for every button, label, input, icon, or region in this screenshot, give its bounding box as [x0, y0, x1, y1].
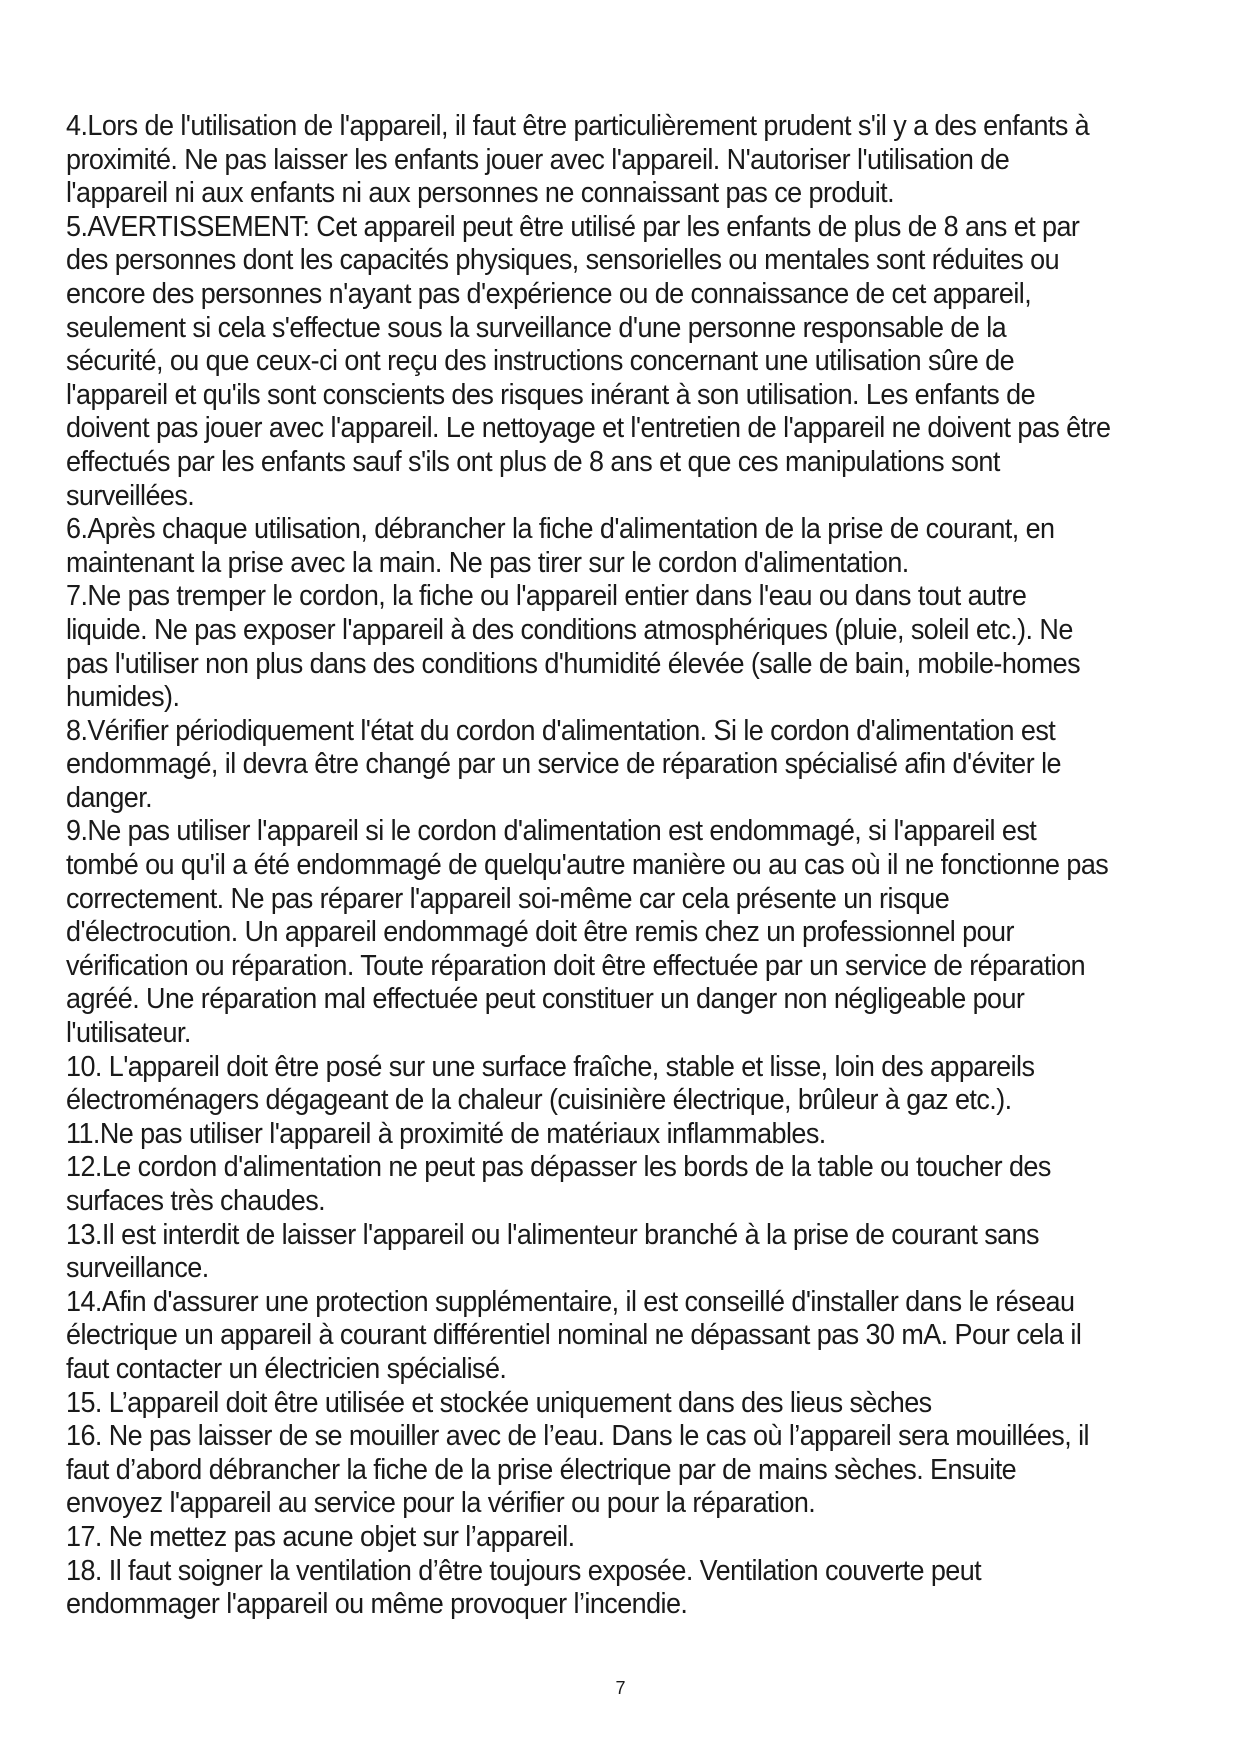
- instruction-item-8: 8.Vérifier périodiquement l'état du cordon d'alimentation. Si le cordon d'alimentation est endommagé, il devra être changé par un service de réparation spécialisé afin d'éviter le danger.: [66, 714, 1061, 814]
- instruction-item-18: 18. Il faut soigner la ventilation d’être toujours exposée. Ventilation couverte peut endommager l'appareil ou même provoquer l’incendie.: [66, 1554, 982, 1621]
- instruction-item-7: 7.Ne pas tremper le cordon, la fiche ou l'appareil entier dans l'eau ou dans tout autre liquide. Ne pas exposer l'appareil à des conditions atmosphériques (pluie, soleil etc.). Ne pas l'utiliser non plus dans des conditions d'humidité élevée (salle de bain, mobile-homes humides).: [66, 580, 1081, 714]
- instruction-item-16: 16. Ne pas laisser de se mouiller avec de l’eau. Dans le cas où l’appareil sera mouillées, il faut d’abord débrancher la fiche de la prise électrique par de mains sèches. Ensuite envoyez l'appareil au service pour la vérifier ou pour la réparation.: [66, 1420, 1089, 1520]
- instruction-item-5: 5.AVERTISSEMENT: Cet appareil peut être utilisé par les enfants de plus de 8 ans et par des personnes dont les capacités physiques, sensorielles ou mentales sont réduites ou encore des personnes n'ayant pas d'expérience ou de connaissance de cet appareil, seulement si cela s'effectue sous la surveillance d'une personne responsable de la sécurité, ou que ceux-ci ont reçu des instructions concernant une utilisation sûre de l'appareil et qu'ils sont conscients des risques inérant à son utilisation. Les enfants de doivent pas jouer avec l'appareil. Le nettoyage et l'entretien de l'appareil ne doivent pas être effectués par les enfants sauf s'ils ont plus de 8 ans et que ces manipulations sont surveillées.: [66, 210, 1111, 512]
- instruction-item-14: 14.Afin d'assurer une protection supplémentaire, il est conseillé d'installer dans le réseau électrique un appareil à courant différentiel nominal ne dépassant pas 30 mA. Pour cela il faut contacter un électricien spécialisé.: [66, 1285, 1082, 1385]
- instruction-item-9: 9.Ne pas utiliser l'appareil si le cordon d'alimentation est endommagé, si l'appareil est tombé ou qu'il a été endommagé de quelqu'autre manière ou au cas où il ne fonctionne pas correctement. Ne pas réparer l'appareil soi-même car cela présente un risque d'électrocution. Un appareil endommagé doit être remis chez un professionnel pour vérification ou réparation. Toute réparation doit être effectuée par un service de réparation agréé. Une réparation mal effectuée peut constituer un danger non négligeable pour l'utilisateur.: [66, 815, 1109, 1050]
- instruction-item-11: 11.Ne pas utiliser l'appareil à proximité de matériaux inflammables.: [66, 1117, 826, 1150]
- instruction-item-6: 6.Après chaque utilisation, débrancher la fiche d'alimentation de la prise de courant, en maintenant la prise avec la main. Ne pas tirer sur le cordon d'alimentation.: [66, 513, 1055, 579]
- instruction-item-10: 10. L'appareil doit être posé sur une surface fraîche, stable et lisse, loin des appareils électroménagers dégageant de la chaleur (cuisinière électrique, brûleur à gaz etc.).: [66, 1050, 1035, 1117]
- instruction-item-13: 13.Il est interdit de laisser l'appareil ou l'alimenteur branché à la prise de courant sans surveillance.: [66, 1218, 1039, 1285]
- instruction-item-17: 17. Ne mettez pas acune objet sur l’appareil.: [66, 1520, 575, 1553]
- page-number: 7: [615, 1678, 626, 1698]
- instruction-item-15: 15. L’appareil doit être utilisée et stockée uniquement dans des lieus sèches: [66, 1386, 932, 1419]
- instruction-item-4: 4.Lors de l'utilisation de l'appareil, il faut être particulièrement prudent s'il y a des enfants à proximité. Ne pas laisser les enfants jouer avec l'appareil. N'autoriser l'utilisation de l'appareil ni aux enfants ni aux personnes ne connaissant pas ce produit.: [66, 110, 1090, 210]
- instruction-item-12: 12.Le cordon d'alimentation ne peut pas dépasser les bords de la table ou toucher des surfaces très chaudes.: [66, 1151, 1051, 1217]
- safety-instructions: [66, 110, 1196, 1622]
